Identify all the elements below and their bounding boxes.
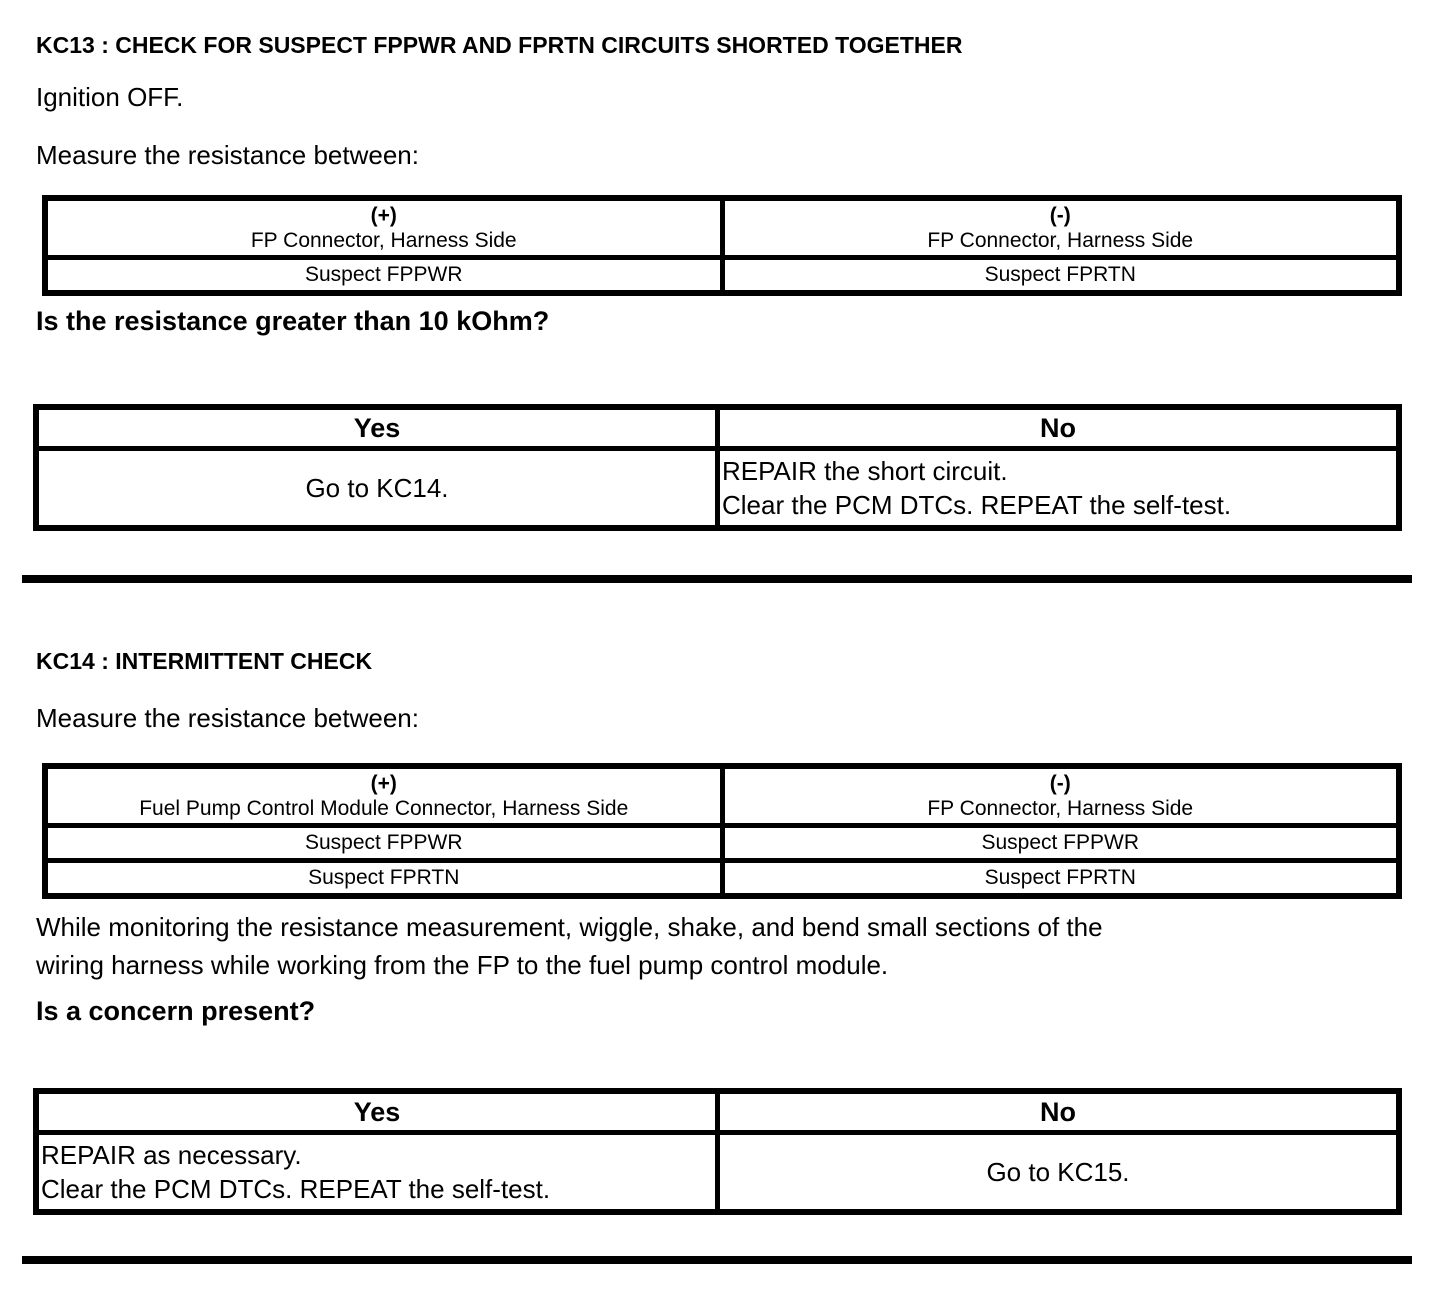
no-action-cell bbox=[718, 449, 1400, 529]
spec-circuit-row bbox=[45, 826, 1399, 861]
no-action-line: Go to KC15. bbox=[986, 1157, 1130, 1187]
spec-circuit-row bbox=[45, 258, 1399, 294]
positive-sign-label: (+) bbox=[370, 204, 397, 227]
no-header-cell: No bbox=[718, 407, 1400, 449]
negative-circuit-cell: Suspect FPRTN bbox=[722, 861, 1399, 897]
measurement-spec-table-kc14 bbox=[42, 763, 1402, 899]
decision-action-row bbox=[36, 449, 1399, 529]
spec-negative-header-cell bbox=[722, 766, 1399, 826]
yes-header-cell: Yes bbox=[36, 407, 718, 449]
spec-negative-header-cell bbox=[722, 198, 1399, 258]
question-concern-kc14: Is a concern present? bbox=[36, 996, 316, 1026]
negative-circuit-cell: Suspect FPPWR bbox=[722, 826, 1399, 861]
positive-circuit-cell: Suspect FPPWR bbox=[45, 258, 722, 294]
positive-circuit-cell: Suspect FPRTN bbox=[45, 861, 722, 897]
wiggle-test-paragraph-line-2: wiring harness while working from the FP to the fuel pump control module. bbox=[36, 950, 889, 980]
yes-action-line-1: REPAIR as necessary. bbox=[41, 1140, 302, 1170]
instruction-ignition-off: Ignition OFF. bbox=[36, 82, 184, 112]
question-resistance-kc13: Is the resistance greater than 10 kOhm? bbox=[36, 306, 550, 336]
spec-positive-header-cell bbox=[45, 766, 722, 826]
step-heading-kc13: KC13 : CHECK FOR SUSPECT FPPWR AND FPRTN CIRCUITS SHORTED TOGETHER bbox=[36, 32, 963, 58]
section-divider-rule bbox=[22, 1256, 1412, 1264]
yes-action-line: Go to KC14. bbox=[305, 473, 449, 503]
step-heading-kc14: KC14 : INTERMITTENT CHECK bbox=[36, 648, 373, 674]
positive-circuit-cell: Suspect FPPWR bbox=[45, 826, 722, 861]
positive-location-label: FP Connector, Harness Side bbox=[250, 229, 517, 252]
measurement-spec-table-kc13 bbox=[42, 195, 1402, 296]
spec-header-row bbox=[45, 198, 1399, 258]
spec-header-row bbox=[45, 766, 1399, 826]
negative-location-label: FP Connector, Harness Side bbox=[927, 797, 1194, 820]
instruction-measure-resistance-kc13: Measure the resistance between: bbox=[36, 140, 419, 170]
negative-location-label: FP Connector, Harness Side bbox=[927, 229, 1194, 252]
decision-table-kc14 bbox=[33, 1088, 1402, 1215]
yes-header-cell: Yes bbox=[36, 1091, 718, 1133]
negative-circuit-cell: Suspect FPRTN bbox=[722, 258, 1399, 294]
no-header-cell: No bbox=[718, 1091, 1400, 1133]
decision-action-row bbox=[36, 1133, 1399, 1213]
section-divider-rule bbox=[22, 575, 1412, 583]
negative-sign-label: (-) bbox=[1049, 204, 1071, 227]
yes-action-cell bbox=[36, 449, 718, 529]
wiggle-test-paragraph bbox=[36, 908, 1103, 984]
yes-action-line-2: Clear the PCM DTCs. REPEAT the self-test. bbox=[41, 1174, 551, 1204]
positive-location-label: Fuel Pump Control Module Connector, Harness Side bbox=[139, 797, 629, 820]
no-action-cell bbox=[718, 1133, 1400, 1213]
positive-sign-label: (+) bbox=[370, 772, 397, 795]
decision-header-row bbox=[36, 407, 1399, 449]
negative-sign-label: (-) bbox=[1049, 772, 1071, 795]
wiggle-test-paragraph-line-1: While monitoring the resistance measurement, wiggle, shake, and bend small sections of the bbox=[36, 912, 1103, 942]
no-action-line-1: REPAIR the short circuit. bbox=[722, 456, 1008, 486]
spec-circuit-row bbox=[45, 861, 1399, 897]
yes-action-cell bbox=[36, 1133, 718, 1213]
instruction-measure-resistance-kc14: Measure the resistance between: bbox=[36, 703, 419, 733]
spec-positive-header-cell bbox=[45, 198, 722, 258]
decision-table-kc13 bbox=[33, 404, 1402, 531]
decision-header-row bbox=[36, 1091, 1399, 1133]
no-action-line-2: Clear the PCM DTCs. REPEAT the self-test. bbox=[722, 490, 1232, 520]
